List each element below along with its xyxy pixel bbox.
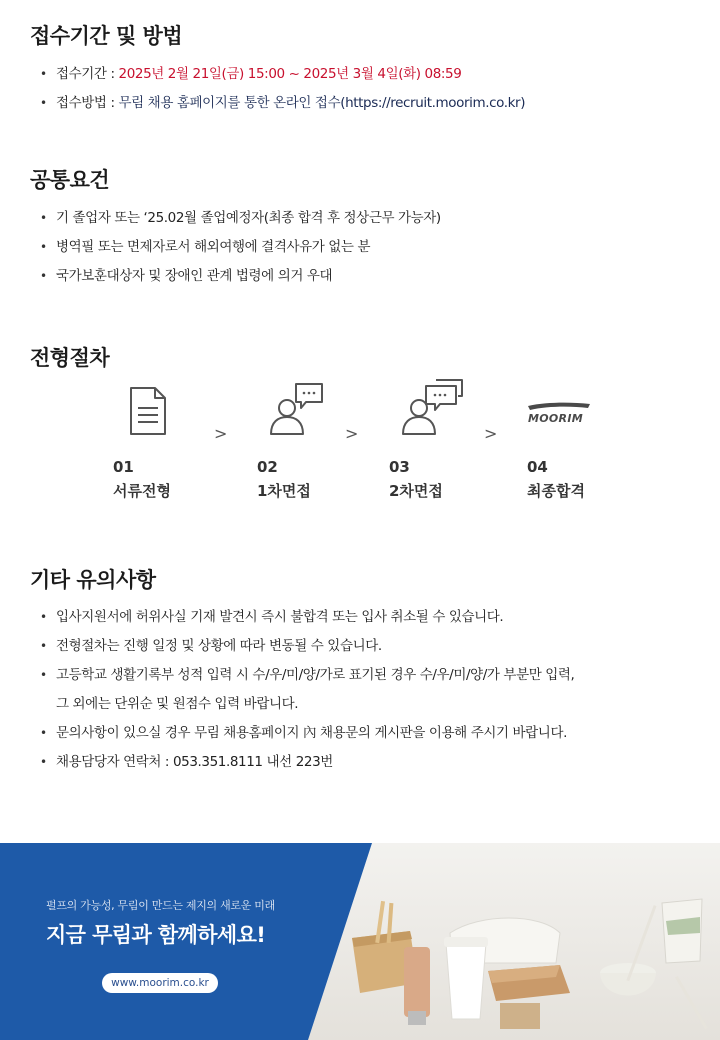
svg-text:MOORIM: MOORIM [528,412,583,425]
list-item: • 고등학교 생활기록부 성적 입력 시 수/우/미/양/가로 표기된 경우 수/우/미/양/가 부분만 입력, [38,661,574,690]
item-label: 접수방법 : [56,95,119,111]
step-number: 03 [389,458,410,476]
banner-headline: 지금 무림과 함께하세요! [46,923,266,947]
requirements-list [38,204,441,291]
recruit-banner [0,843,720,1040]
step-number: 02 [257,458,278,476]
list-item: • 입사지원서에 허위사실 기재 발견시 즉시 불합격 또는 입사 취소될 수 있습니다. [38,603,574,632]
step-label: 1차면접 [257,482,311,500]
moorim-logo [526,400,592,426]
list-item [38,60,525,89]
list-item: • 전형절차는 진행 일정 및 상황에 따라 변동될 수 있습니다. [38,632,574,661]
interview-person-icon [268,382,326,438]
notes-list [38,603,574,777]
step-number: 04 [527,458,548,476]
step-label: 최종합격 [527,482,585,500]
list-item [38,89,525,118]
application-method-value: 무림 채용 홈페이지를 통한 온라인 접수(https://recruit.moorim.co.kr) [118,95,526,111]
step-label: 2차면접 [389,482,443,500]
section-title-requirements: 공통요건 [30,168,110,192]
list-item: • 기 졸업자 또는 ‘25.02월 졸업예정자(최종 합격 후 정상근무 가능자) [38,204,441,233]
banner-url-link[interactable]: www.moorim.co.kr [102,973,218,993]
arrow-icon: > [345,424,359,443]
step-label: 서류전형 [113,482,171,500]
list-item: 그 외에는 단위순 및 원점수 입력 바랍니다. [56,696,299,712]
list-item: • 병역필 또는 면제자로서 해외여행에 결격사유가 없는 분 [38,233,441,262]
banner-subtitle: 펄프의 가능성, 무림이 만드는 제지의 새로운 미래 [46,899,275,912]
list-item: • 채용담당자 연락처 : 053.351.8111 내선 223번 [38,748,574,777]
step-number: 01 [113,458,134,476]
document-icon [127,386,169,436]
section-title-process: 전형절차 [30,346,110,370]
interview-person-double-bubble-icon [400,378,466,438]
arrow-icon: > [214,424,228,443]
application-period-value: 2025년 2월 21일(금) 15:00 ~ 2025년 3월 4일(화) 08:59 [118,66,462,82]
section-title-application: 접수기간 및 방법 [30,24,183,48]
item-label: 접수기간 : [56,66,119,82]
section-title-notes: 기타 유의사항 [30,568,156,592]
list-item: • 문의사항이 있으실 경우 무림 채용홈페이지 內 채용문의 게시판을 이용해 주시기 바랍니다. [38,719,574,748]
arrow-icon: > [484,424,498,443]
application-list [38,60,525,118]
list-item: • 국가보훈대상자 및 장애인 관계 법령에 의거 우대 [38,262,441,291]
